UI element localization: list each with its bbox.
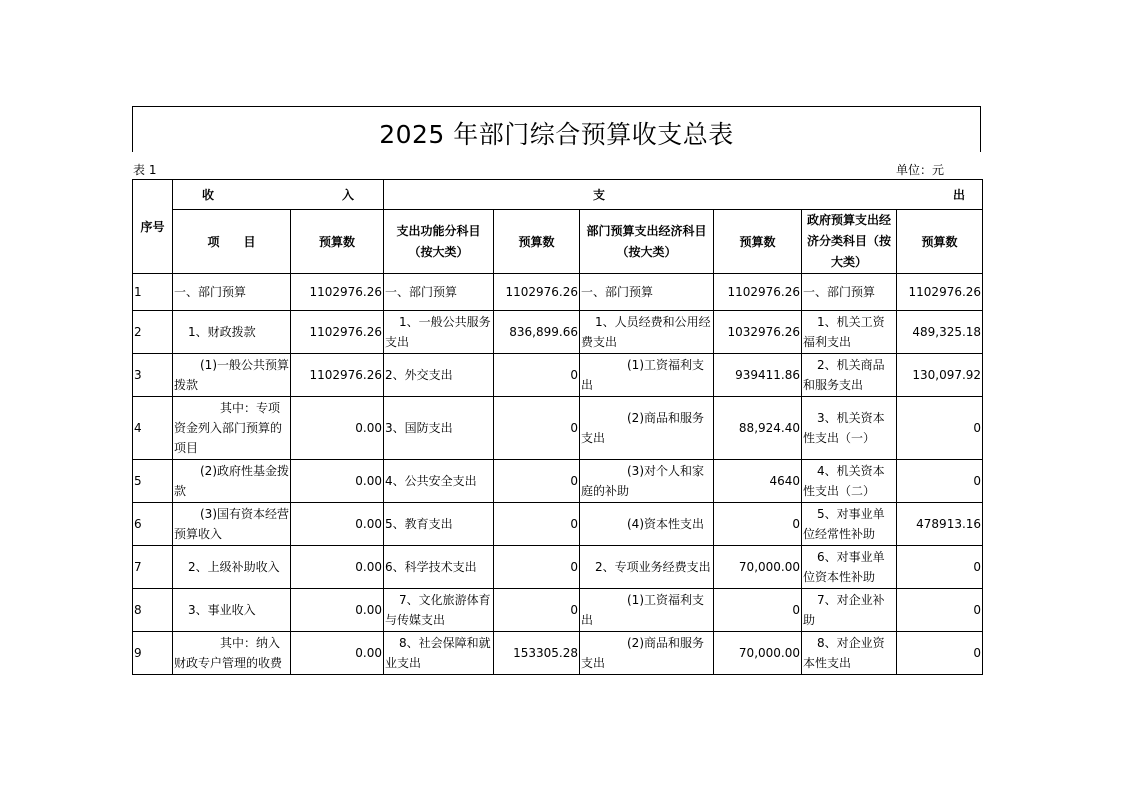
table-row: [133, 503, 983, 546]
cell-func: 一、部门预算: [384, 274, 494, 311]
cell-budget-4: 0: [897, 397, 983, 460]
cell-budget-2: 0: [494, 460, 580, 503]
cell-gov: 4、机关资本性支出（二）: [802, 460, 897, 503]
cell-dept: (1)工资福利支出: [580, 589, 714, 632]
cell-gov: 一、部门预算: [802, 274, 897, 311]
cell-budget-1: 1102976.26: [291, 311, 384, 354]
cell-seq: 5: [133, 460, 173, 503]
table-number: 表 1: [133, 163, 157, 177]
header-budget-3: 预算数: [714, 210, 802, 274]
cell-budget-2: 153305.28: [494, 632, 580, 675]
cell-budget-2: 0: [494, 503, 580, 546]
header-expense-left: 支: [593, 187, 606, 202]
header-budget-4: 预算数: [897, 210, 983, 274]
cell-budget-2: 836,899.66: [494, 311, 580, 354]
cell-budget-1: 0.00: [291, 589, 384, 632]
cell-budget-1: 0.00: [291, 460, 384, 503]
cell-seq: 1: [133, 274, 173, 311]
table-row: [133, 311, 983, 354]
cell-func: 4、公共安全支出: [384, 460, 494, 503]
budget-summary-table: [132, 179, 983, 675]
cell-budget-2: 1102976.26: [494, 274, 580, 311]
cell-item: 1、财政拨款: [173, 311, 291, 354]
cell-budget-4: 478913.16: [897, 503, 983, 546]
cell-gov: 7、对企业补助: [802, 589, 897, 632]
cell-item: 2、上级补助收入: [173, 546, 291, 589]
header-dept-econ: 部门预算支出经济科目（按大类）: [580, 210, 714, 274]
cell-budget-3: 1102976.26: [714, 274, 802, 311]
header-seq: 序号: [133, 180, 173, 274]
cell-budget-4: 0: [897, 460, 983, 503]
cell-seq: 4: [133, 397, 173, 460]
cell-item: 其中：纳入财政专户管理的收费: [173, 632, 291, 675]
cell-dept: 一、部门预算: [580, 274, 714, 311]
cell-budget-2: 0: [494, 397, 580, 460]
cell-budget-2: 0: [494, 589, 580, 632]
cell-dept: (1)工资福利支出: [580, 354, 714, 397]
cell-func: 5、教育支出: [384, 503, 494, 546]
cell-budget-2: 0: [494, 546, 580, 589]
header-expense-right: 出: [952, 187, 965, 202]
cell-func: 2、外交支出: [384, 354, 494, 397]
cell-seq: 8: [133, 589, 173, 632]
cell-dept: (2)商品和服务支出: [580, 632, 714, 675]
cell-budget-4: 0: [897, 589, 983, 632]
cell-dept: (3)对个人和家庭的补助: [580, 460, 714, 503]
cell-budget-1: 0.00: [291, 503, 384, 546]
cell-budget-3: 4640: [714, 460, 802, 503]
cell-gov: 5、对事业单位经常性补助: [802, 503, 897, 546]
header-income: [173, 180, 384, 210]
cell-budget-4: 0: [897, 632, 983, 675]
cell-func: 7、文化旅游体育与传媒支出: [384, 589, 494, 632]
cell-seq: 7: [133, 546, 173, 589]
cell-budget-4: 0: [897, 546, 983, 589]
cell-budget-1: 0.00: [291, 397, 384, 460]
cell-budget-1: 1102976.26: [291, 354, 384, 397]
cell-func: 3、国防支出: [384, 397, 494, 460]
table-row: [133, 397, 983, 460]
cell-seq: 9: [133, 632, 173, 675]
cell-dept: (4)资本性支出: [580, 503, 714, 546]
cell-gov: 2、机关商品和服务支出: [802, 354, 897, 397]
cell-dept: 2、专项业务经费支出: [580, 546, 714, 589]
cell-budget-1: 1102976.26: [291, 274, 384, 311]
cell-budget-4: 130,097.92: [897, 354, 983, 397]
page-title: 2025 年部门综合预算收支总表: [379, 120, 734, 149]
header-func-class: 支出功能分科目（按大类）: [384, 210, 494, 274]
header-expense: [384, 180, 983, 210]
header-gov-econ: 政府预算支出经济分类科目（按大类）: [802, 210, 897, 274]
cell-gov: 6、对事业单位资本性补助: [802, 546, 897, 589]
unit-label: 单位：元: [896, 163, 945, 177]
table-row: [133, 632, 983, 675]
table-row: [133, 546, 983, 589]
cell-item: 一、部门预算: [173, 274, 291, 311]
header-item: 项 目: [173, 210, 291, 274]
cell-seq: 6: [133, 503, 173, 546]
header-budget-2: 预算数: [494, 210, 580, 274]
cell-budget-1: 0.00: [291, 546, 384, 589]
table-row: [133, 354, 983, 397]
cell-gov: 1、机关工资福利支出: [802, 311, 897, 354]
cell-item: 其中：专项资金列入部门预算的项目: [173, 397, 291, 460]
cell-budget-3: 70,000.00: [714, 546, 802, 589]
cell-budget-4: 489,325.18: [897, 311, 983, 354]
cell-func: 8、社会保障和就业支出: [384, 632, 494, 675]
cell-func: 1、一般公共服务支出: [384, 311, 494, 354]
header-income-left: 收: [202, 187, 215, 202]
cell-budget-3: 0: [714, 589, 802, 632]
cell-budget-3: 88,924.40: [714, 397, 802, 460]
cell-budget-4: 1102976.26: [897, 274, 983, 311]
cell-budget-3: 0: [714, 503, 802, 546]
cell-item: 3、事业收入: [173, 589, 291, 632]
cell-dept: (2)商品和服务支出: [580, 397, 714, 460]
cell-gov: 3、机关资本性支出（一）: [802, 397, 897, 460]
header-budget-1: 预算数: [291, 210, 384, 274]
cell-gov: 8、对企业资本性支出: [802, 632, 897, 675]
cell-func: 6、科学技术支出: [384, 546, 494, 589]
title-box: [132, 106, 981, 152]
table-row: [133, 274, 983, 311]
cell-dept: 1、人员经费和公用经费支出: [580, 311, 714, 354]
cell-budget-3: 939411.86: [714, 354, 802, 397]
cell-item: (1)一般公共预算拨款: [173, 354, 291, 397]
table-row: [133, 589, 983, 632]
cell-item: (3)国有资本经营预算收入: [173, 503, 291, 546]
cell-seq: 3: [133, 354, 173, 397]
cell-budget-3: 70,000.00: [714, 632, 802, 675]
cell-budget-2: 0: [494, 354, 580, 397]
cell-budget-3: 1032976.26: [714, 311, 802, 354]
cell-item: (2)政府性基金拨款: [173, 460, 291, 503]
cell-seq: 2: [133, 311, 173, 354]
header-income-right: 入: [341, 187, 354, 202]
cell-budget-1: 0.00: [291, 632, 384, 675]
table-row: [133, 460, 983, 503]
